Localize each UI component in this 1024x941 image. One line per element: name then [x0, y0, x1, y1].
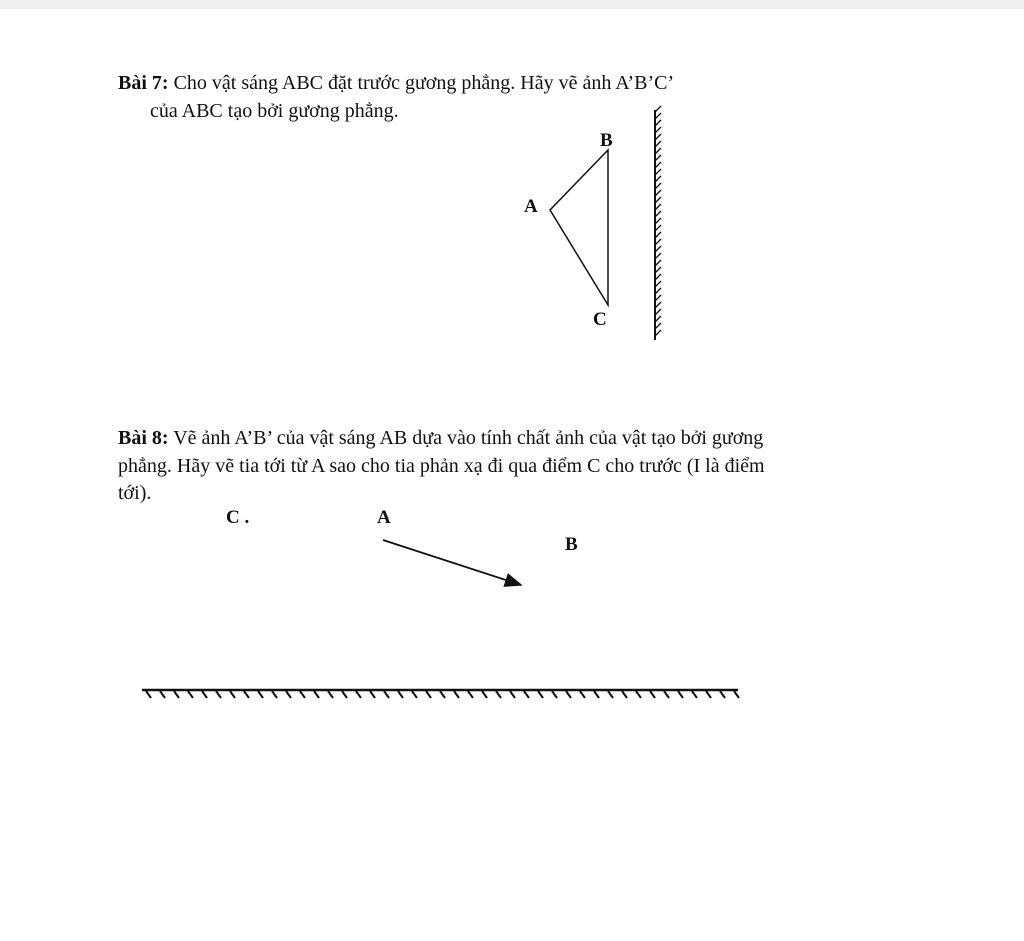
bai7-point-c-label: C — [593, 309, 607, 330]
bai8-line-2: phẳng. Hãy vẽ tia tới từ A sao cho tia phản xạ đi qua điểm C cho trước (I là điểm — [118, 455, 765, 477]
bai7-line-2: của ABC tạo bởi gương phẳng. — [150, 100, 399, 122]
bai8-point-a-label: A — [377, 507, 391, 528]
bai7-vertical-mirror — [655, 106, 661, 340]
bai7-triangle-abc — [550, 150, 608, 305]
bai8-heading: Bài 8: — [118, 427, 169, 449]
bai7-point-b-label: B — [600, 130, 613, 151]
bai7-question-text: Cho vật sáng ABC đặt trước gương phẳng. Hãy vẽ ảnh A’B’C’ — [168, 72, 675, 94]
bai7-point-a-label: A — [524, 196, 538, 217]
bai7-heading: Bài 7: — [118, 72, 169, 94]
bai8-horizontal-mirror — [142, 690, 739, 698]
bai8-point-c-label: C . — [226, 507, 250, 528]
bai8-point-b-label: B — [565, 534, 578, 555]
bai8-object-ab-arrow — [383, 540, 521, 585]
bai8-question-text: Vẽ ảnh A’B’ của vật sáng AB dựa vào tính chất ảnh của vật tạo bởi gương — [168, 427, 764, 449]
bai8-line-3: tới). — [118, 482, 152, 504]
